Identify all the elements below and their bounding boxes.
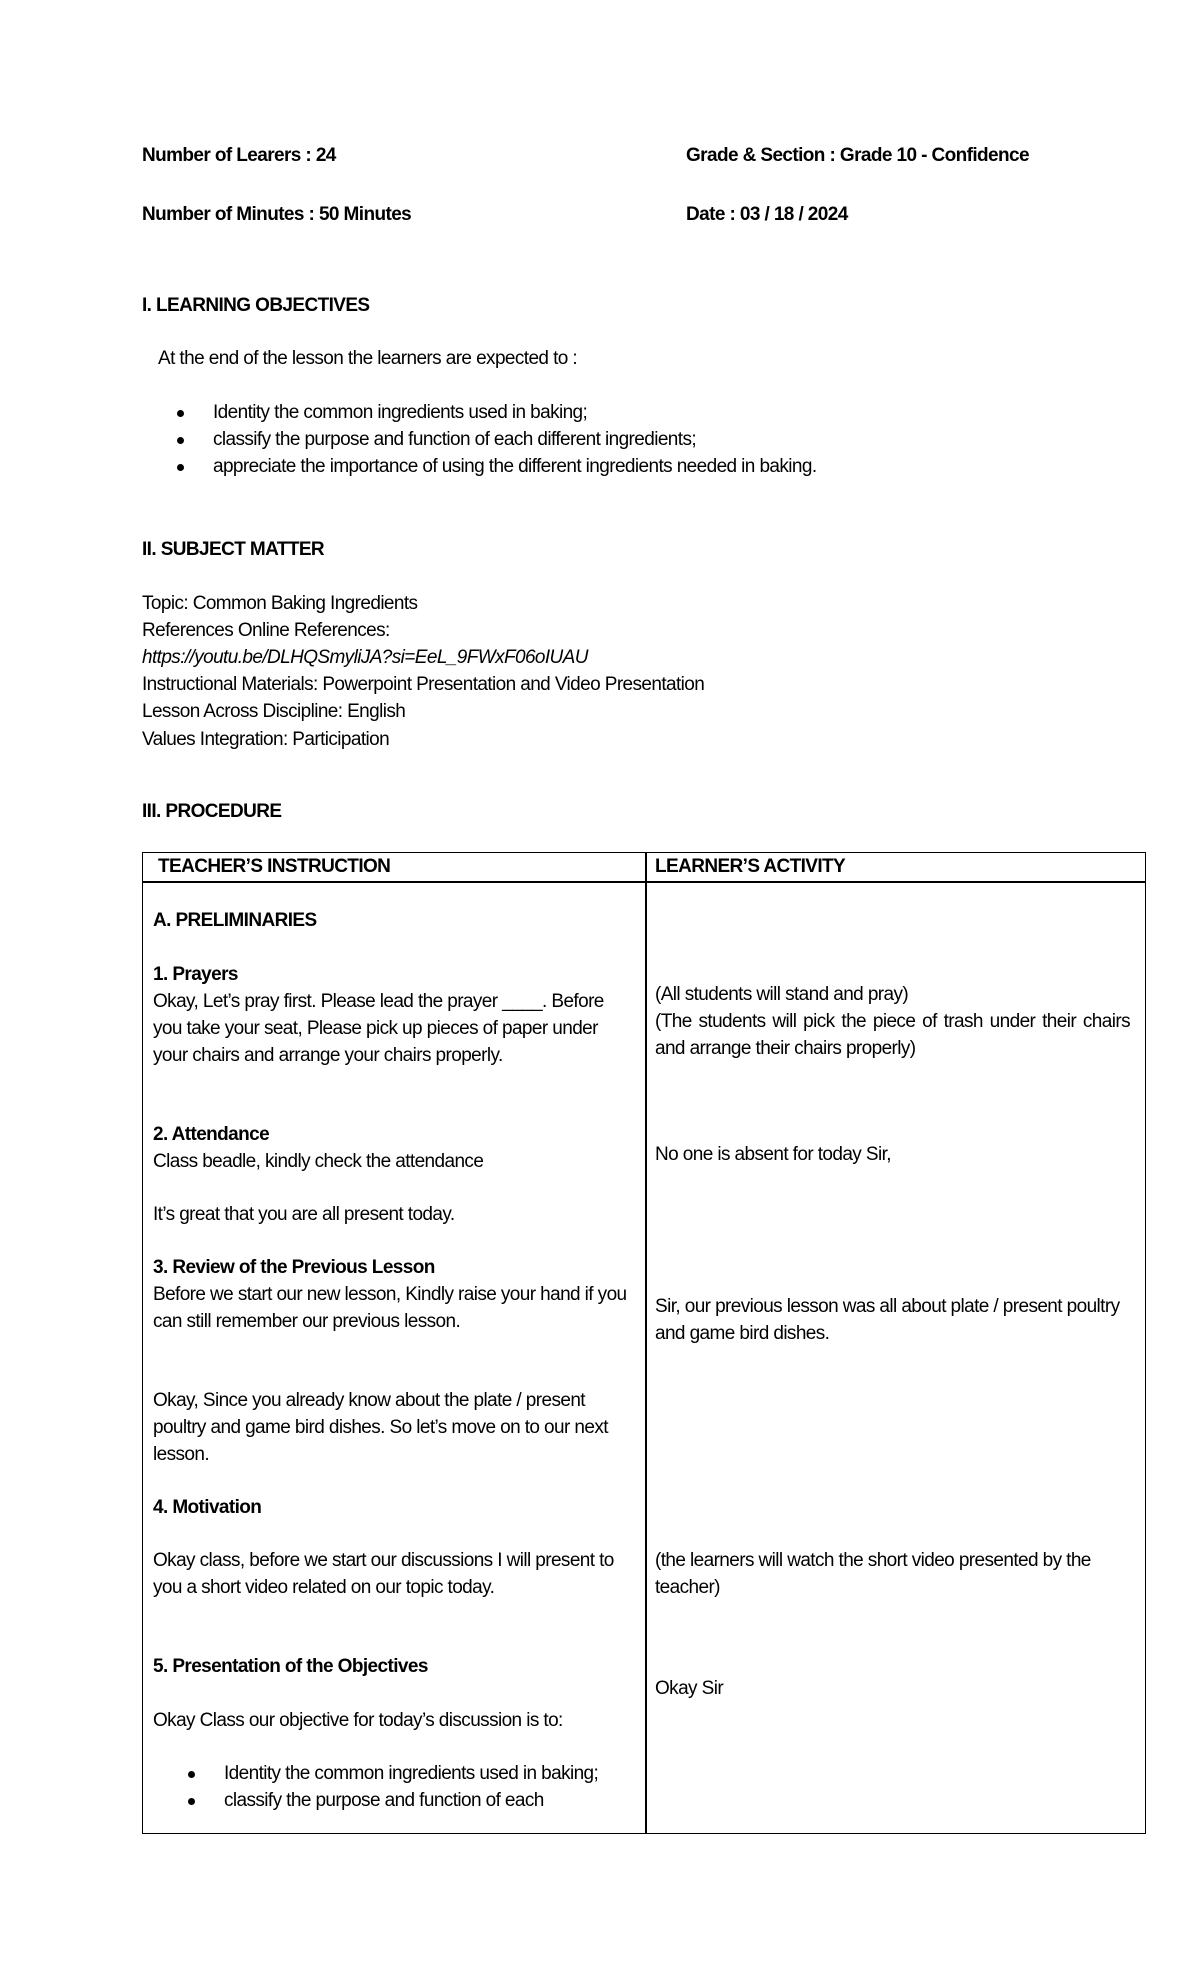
header-divider — [143, 881, 1145, 883]
objectives-response: Okay Sir — [655, 1678, 724, 1699]
objectives-presentation-text: Okay Class our objective for today’s discussion is to: — [153, 1710, 563, 1731]
attendance-response: No one is absent for today Sir, — [655, 1144, 891, 1165]
prayers-title: 1. Prayers — [153, 964, 238, 985]
table-objectives-list — [224, 1760, 604, 1814]
trash-response: (The students will pick the piece of trash under their chairs and arrange their chairs properly) — [655, 1011, 1130, 1059]
subject-heading: II. SUBJECT MATTER — [142, 539, 325, 560]
bullet-icon — [188, 1798, 195, 1805]
lesson-date: Date : 03 / 18 / 2024 — [686, 204, 848, 225]
minutes-count: Number of Minutes : 50 Minutes — [142, 204, 412, 225]
column-divider — [645, 853, 647, 1833]
prayers-response: (All students will stand and pray) — [655, 984, 909, 1005]
objective-item: Identity the common ingredients used in baking; — [213, 399, 817, 426]
motivation-instruction: Okay class, before we start our discussions I will present to you a short video related on our topic today. — [153, 1550, 614, 1598]
review-instruction: Before we start our new lesson, Kindly raise your hand if you can still remember our previous lesson. — [153, 1284, 627, 1332]
bullet-icon — [188, 1771, 195, 1778]
preliminaries-heading: A. PRELIMINARIES — [153, 910, 317, 931]
column-header-teacher: TEACHER’S INSTRUCTION — [158, 856, 391, 877]
objectives-list — [213, 399, 817, 480]
objectives-presentation-title: 5. Presentation of the Objectives — [153, 1656, 428, 1677]
prayers-instruction: Okay, Let’s pray first. Please lead the prayer ____. Before you take your seat, Please pick up pieces of paper under your chairs and arrange your chairs properly. — [153, 991, 604, 1066]
review-title: 3. Review of the Previous Lesson — [153, 1257, 435, 1278]
subject-discipline: Lesson Across Discipline: English — [142, 701, 406, 722]
objectives-intro: At the end of the lesson the learners are expected to : — [158, 348, 578, 369]
subject-materials: Instructional Materials: Powerpoint Presentation and Video Presentation — [142, 674, 705, 695]
bullet-icon — [177, 410, 184, 417]
motivation-response: (the learners will watch the short video presented by the teacher) — [655, 1550, 1091, 1598]
subject-topic: Topic: Common Baking Ingredients — [142, 593, 418, 614]
bullet-icon — [177, 464, 184, 471]
attendance-remark: It’s great that you are all present today. — [153, 1204, 455, 1225]
subject-references: References Online References: — [142, 620, 390, 641]
grade-section: Grade & Section : Grade 10 - Confidence — [686, 145, 1029, 166]
table-objective-item: Identity the common ingredients used in baking; — [224, 1760, 604, 1787]
table-objective-item: classify the purpose and function of each — [224, 1787, 604, 1814]
procedure-table — [142, 852, 1146, 1834]
review-response: Sir, our previous lesson was all about plate / present poultry and game bird dishes. — [655, 1296, 1120, 1344]
objective-item: appreciate the importance of using the different ingredients needed in baking. — [213, 453, 817, 480]
column-header-learner: LEARNER’S ACTIVITY — [655, 856, 846, 877]
review-transition: Okay, Since you already know about the plate / present poultry and game bird dishes. So let’s move on to our next lesson. — [153, 1390, 608, 1465]
motivation-title: 4. Motivation — [153, 1497, 262, 1518]
objectives-heading: I. LEARNING OBJECTIVES — [142, 295, 370, 316]
bullet-icon — [177, 437, 184, 444]
objective-item: classify the purpose and function of each different ingredients; — [213, 426, 817, 453]
attendance-title: 2. Attendance — [153, 1124, 270, 1145]
subject-values: Values Integration: Participation — [142, 729, 390, 750]
procedure-heading: III. PROCEDURE — [142, 801, 282, 822]
learners-count: Number of Learers : 24 — [142, 145, 336, 166]
reference-url: https://youtu.be/DLHQSmyliJA?si=EeL_9FWxF06oIUAU — [142, 647, 588, 668]
attendance-instruction: Class beadle, kindly check the attendance — [153, 1151, 484, 1172]
